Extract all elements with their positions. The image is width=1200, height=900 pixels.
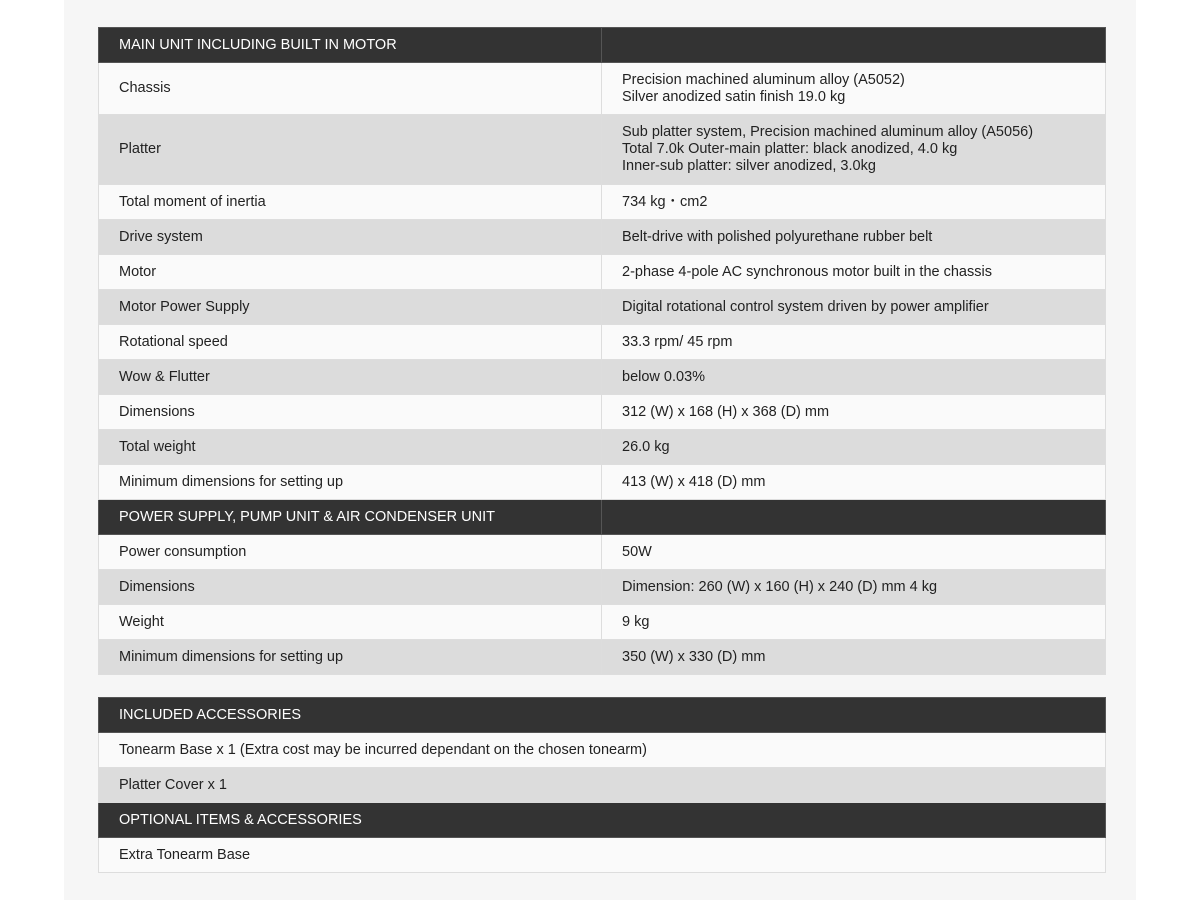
section-header-optional-items xyxy=(99,803,1106,838)
specifications-table xyxy=(98,27,1106,675)
spec-value xyxy=(602,115,1106,185)
spec-value: 312 (W) x 168 (H) x 368 (D) mm xyxy=(602,395,1106,430)
spec-label: Platter xyxy=(99,115,602,185)
table-row xyxy=(99,325,1106,360)
section-header-power-supply xyxy=(99,500,1106,535)
spec-value: 734 kg・cm2 xyxy=(602,185,1106,220)
table-row xyxy=(99,115,1106,185)
section-title: OPTIONAL ITEMS & ACCESSORIES xyxy=(99,803,1106,838)
spec-value: 33.3 rpm/ 45 rpm xyxy=(602,325,1106,360)
spec-value xyxy=(602,63,1106,115)
table-row xyxy=(99,220,1106,255)
spec-label: Drive system xyxy=(99,220,602,255)
spec-value-line: Precision machined aluminum alloy (A5052) xyxy=(622,71,905,88)
accessory-item: Tonearm Base x 1 (Extra cost may be incurred dependant on the chosen tonearm) xyxy=(99,733,1106,768)
spec-label: Minimum dimensions for setting up xyxy=(99,640,602,675)
table-row xyxy=(99,465,1106,500)
spec-value-line: Silver anodized satin finish 19.0 kg xyxy=(622,88,846,105)
section-header-main-unit xyxy=(99,28,1106,63)
spec-value: Dimension: 260 (W) x 160 (H) x 240 (D) mm 4 kg xyxy=(602,570,1106,605)
spec-value: 9 kg xyxy=(602,605,1106,640)
table-row xyxy=(99,395,1106,430)
spec-value-line: Sub platter system, Precision machined aluminum alloy (A5056) xyxy=(622,124,1034,140)
spec-value: Digital rotational control system driven by power amplifier xyxy=(602,290,1106,325)
spec-label: Dimensions xyxy=(99,395,602,430)
section-title: MAIN UNIT INCLUDING BUILT IN MOTOR xyxy=(99,28,602,63)
spec-value: Belt-drive with polished polyurethane rubber belt xyxy=(602,220,1106,255)
spec-label: Motor xyxy=(99,255,602,290)
spec-label: Dimensions xyxy=(99,570,602,605)
spec-label: Power consumption xyxy=(99,535,602,570)
section-title: INCLUDED ACCESSORIES xyxy=(99,698,1106,733)
spec-value-line: Total 7.0k Outer-main platter: black anodized, 4.0 kg xyxy=(622,141,958,157)
spec-label: Total weight xyxy=(99,430,602,465)
optional-item: Extra Tonearm Base xyxy=(99,838,1106,873)
spec-value: 26.0 kg xyxy=(602,430,1106,465)
section-header-blank xyxy=(602,28,1106,63)
table-row xyxy=(99,255,1106,290)
spec-label: Chassis xyxy=(99,63,602,115)
list-item xyxy=(99,733,1106,768)
list-item xyxy=(99,838,1106,873)
spec-value: 2-phase 4-pole AC synchronous motor built in the chassis xyxy=(602,255,1106,290)
spec-label: Wow & Flutter xyxy=(99,360,602,395)
spec-label: Weight xyxy=(99,605,602,640)
section-header-included-accessories xyxy=(99,698,1106,733)
spec-label: Total moment of inertia xyxy=(99,185,602,220)
spec-value-line: Inner-sub platter: silver anodized, 3.0kg xyxy=(622,158,876,174)
spec-value: below 0.03% xyxy=(602,360,1106,395)
section-header-blank xyxy=(602,500,1106,535)
table-row xyxy=(99,360,1106,395)
spec-value: 50W xyxy=(602,535,1106,570)
table-row xyxy=(99,63,1106,115)
accessory-item: Platter Cover x 1 xyxy=(99,768,1106,803)
spec-label: Motor Power Supply xyxy=(99,290,602,325)
spec-value: 413 (W) x 418 (D) mm xyxy=(602,465,1106,500)
table-row xyxy=(99,535,1106,570)
spec-label: Rotational speed xyxy=(99,325,602,360)
table-row xyxy=(99,290,1106,325)
table-row xyxy=(99,430,1106,465)
table-row xyxy=(99,185,1106,220)
table-row xyxy=(99,640,1106,675)
accessories-table xyxy=(98,697,1106,873)
spec-label: Minimum dimensions for setting up xyxy=(99,465,602,500)
list-item xyxy=(99,768,1106,803)
section-title: POWER SUPPLY, PUMP UNIT & AIR CONDENSER UNIT xyxy=(99,500,602,535)
table-row xyxy=(99,570,1106,605)
table-row xyxy=(99,605,1106,640)
spec-value: 350 (W) x 330 (D) mm xyxy=(602,640,1106,675)
